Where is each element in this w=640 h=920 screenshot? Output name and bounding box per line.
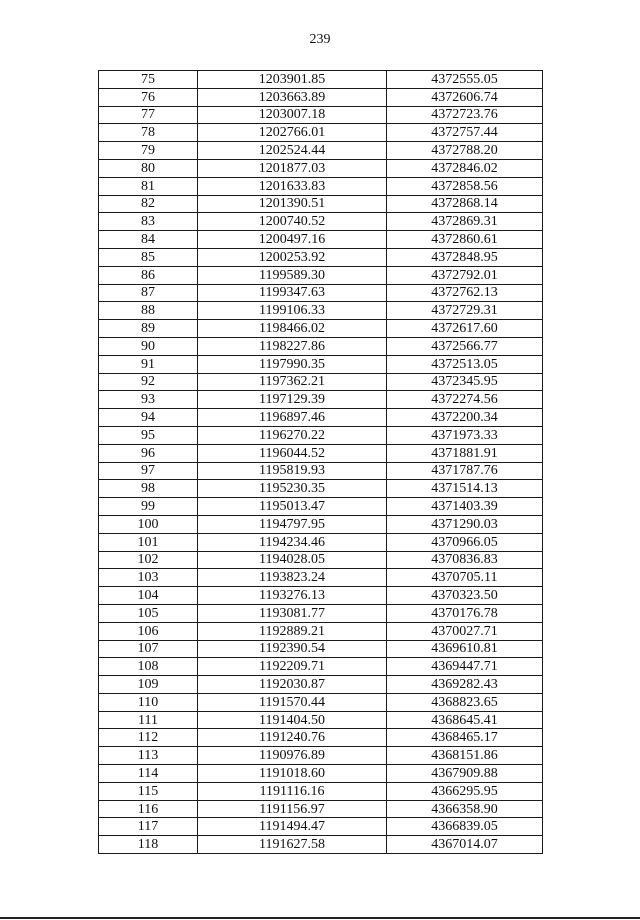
y-coordinate-cell: 4370323.50 bbox=[387, 587, 543, 605]
y-coordinate-cell: 4366358.90 bbox=[387, 800, 543, 818]
x-coordinate-cell: 1191627.58 bbox=[198, 836, 387, 854]
x-coordinate-cell: 1191494.47 bbox=[198, 818, 387, 836]
x-coordinate-cell: 1197129.39 bbox=[198, 391, 387, 409]
x-coordinate-cell: 1195013.47 bbox=[198, 498, 387, 516]
x-coordinate-cell: 1192889.21 bbox=[198, 622, 387, 640]
point-number-cell: 84 bbox=[99, 231, 198, 249]
x-coordinate-cell: 1191018.60 bbox=[198, 765, 387, 783]
point-number-cell: 94 bbox=[99, 409, 198, 427]
y-coordinate-cell: 4372555.05 bbox=[387, 71, 543, 89]
y-coordinate-cell: 4370027.71 bbox=[387, 622, 543, 640]
y-coordinate-cell: 4366295.95 bbox=[387, 782, 543, 800]
point-number-cell: 113 bbox=[99, 747, 198, 765]
point-number-cell: 106 bbox=[99, 622, 198, 640]
coordinates-table-body bbox=[99, 71, 543, 854]
y-coordinate-cell: 4372762.13 bbox=[387, 284, 543, 302]
y-coordinate-cell: 4372868.14 bbox=[387, 195, 543, 213]
table-row bbox=[99, 640, 543, 658]
table-row bbox=[99, 302, 543, 320]
y-coordinate-cell: 4371290.03 bbox=[387, 515, 543, 533]
x-coordinate-cell: 1190976.89 bbox=[198, 747, 387, 765]
point-number-cell: 109 bbox=[99, 676, 198, 694]
y-coordinate-cell: 4372848.95 bbox=[387, 248, 543, 266]
y-coordinate-cell: 4372513.05 bbox=[387, 355, 543, 373]
point-number-cell: 116 bbox=[99, 800, 198, 818]
point-number-cell: 96 bbox=[99, 444, 198, 462]
y-coordinate-cell: 4370705.11 bbox=[387, 569, 543, 587]
point-number-cell: 115 bbox=[99, 782, 198, 800]
x-coordinate-cell: 1199589.30 bbox=[198, 266, 387, 284]
table-row bbox=[99, 266, 543, 284]
table-row bbox=[99, 693, 543, 711]
table-row bbox=[99, 409, 543, 427]
table-row bbox=[99, 88, 543, 106]
y-coordinate-cell: 4372345.95 bbox=[387, 373, 543, 391]
table-row bbox=[99, 533, 543, 551]
y-coordinate-cell: 4372274.56 bbox=[387, 391, 543, 409]
x-coordinate-cell: 1198466.02 bbox=[198, 320, 387, 338]
table-row bbox=[99, 231, 543, 249]
point-number-cell: 117 bbox=[99, 818, 198, 836]
table-row bbox=[99, 320, 543, 338]
point-number-cell: 101 bbox=[99, 533, 198, 551]
x-coordinate-cell: 1192390.54 bbox=[198, 640, 387, 658]
table-row bbox=[99, 391, 543, 409]
point-number-cell: 110 bbox=[99, 693, 198, 711]
x-coordinate-cell: 1201633.83 bbox=[198, 177, 387, 195]
point-number-cell: 86 bbox=[99, 266, 198, 284]
x-coordinate-cell: 1200740.52 bbox=[198, 213, 387, 231]
point-number-cell: 104 bbox=[99, 587, 198, 605]
y-coordinate-cell: 4372788.20 bbox=[387, 142, 543, 160]
y-coordinate-cell: 4369447.71 bbox=[387, 658, 543, 676]
point-number-cell: 100 bbox=[99, 515, 198, 533]
y-coordinate-cell: 4372757.44 bbox=[387, 124, 543, 142]
point-number-cell: 79 bbox=[99, 142, 198, 160]
x-coordinate-cell: 1196044.52 bbox=[198, 444, 387, 462]
x-coordinate-cell: 1203007.18 bbox=[198, 106, 387, 124]
x-coordinate-cell: 1195819.93 bbox=[198, 462, 387, 480]
x-coordinate-cell: 1194028.05 bbox=[198, 551, 387, 569]
point-number-cell: 81 bbox=[99, 177, 198, 195]
y-coordinate-cell: 4370836.83 bbox=[387, 551, 543, 569]
point-number-cell: 97 bbox=[99, 462, 198, 480]
x-coordinate-cell: 1192209.71 bbox=[198, 658, 387, 676]
x-coordinate-cell: 1196897.46 bbox=[198, 409, 387, 427]
point-number-cell: 111 bbox=[99, 711, 198, 729]
point-number-cell: 103 bbox=[99, 569, 198, 587]
x-coordinate-cell: 1191240.76 bbox=[198, 729, 387, 747]
table-row bbox=[99, 676, 543, 694]
x-coordinate-cell: 1197990.35 bbox=[198, 355, 387, 373]
y-coordinate-cell: 4372860.61 bbox=[387, 231, 543, 249]
x-coordinate-cell: 1200497.16 bbox=[198, 231, 387, 249]
point-number-cell: 78 bbox=[99, 124, 198, 142]
point-number-cell: 114 bbox=[99, 765, 198, 783]
point-number-cell: 105 bbox=[99, 604, 198, 622]
table-row bbox=[99, 195, 543, 213]
y-coordinate-cell: 4371514.13 bbox=[387, 480, 543, 498]
x-coordinate-cell: 1201877.03 bbox=[198, 159, 387, 177]
table-row bbox=[99, 711, 543, 729]
page-number: 239 bbox=[309, 32, 331, 47]
y-coordinate-cell: 4372566.77 bbox=[387, 337, 543, 355]
y-coordinate-cell: 4371787.76 bbox=[387, 462, 543, 480]
table-row bbox=[99, 337, 543, 355]
table-row bbox=[99, 836, 543, 854]
point-number-cell: 83 bbox=[99, 213, 198, 231]
table-row bbox=[99, 800, 543, 818]
table-row bbox=[99, 818, 543, 836]
coordinates-table bbox=[98, 70, 543, 854]
y-coordinate-cell: 4372792.01 bbox=[387, 266, 543, 284]
point-number-cell: 77 bbox=[99, 106, 198, 124]
x-coordinate-cell: 1196270.22 bbox=[198, 426, 387, 444]
point-number-cell: 107 bbox=[99, 640, 198, 658]
x-coordinate-cell: 1201390.51 bbox=[198, 195, 387, 213]
y-coordinate-cell: 4369610.81 bbox=[387, 640, 543, 658]
table-row bbox=[99, 426, 543, 444]
x-coordinate-cell: 1198227.86 bbox=[198, 337, 387, 355]
y-coordinate-cell: 4372723.76 bbox=[387, 106, 543, 124]
table-row bbox=[99, 604, 543, 622]
point-number-cell: 75 bbox=[99, 71, 198, 89]
table-row bbox=[99, 782, 543, 800]
table-row bbox=[99, 622, 543, 640]
x-coordinate-cell: 1199106.33 bbox=[198, 302, 387, 320]
table-row bbox=[99, 515, 543, 533]
point-number-cell: 102 bbox=[99, 551, 198, 569]
table-row bbox=[99, 569, 543, 587]
x-coordinate-cell: 1197362.21 bbox=[198, 373, 387, 391]
y-coordinate-cell: 4368151.86 bbox=[387, 747, 543, 765]
point-number-cell: 112 bbox=[99, 729, 198, 747]
x-coordinate-cell: 1193823.24 bbox=[198, 569, 387, 587]
point-number-cell: 90 bbox=[99, 337, 198, 355]
x-coordinate-cell: 1192030.87 bbox=[198, 676, 387, 694]
point-number-cell: 88 bbox=[99, 302, 198, 320]
y-coordinate-cell: 4370966.05 bbox=[387, 533, 543, 551]
y-coordinate-cell: 4372846.02 bbox=[387, 159, 543, 177]
point-number-cell: 93 bbox=[99, 391, 198, 409]
point-number-cell: 118 bbox=[99, 836, 198, 854]
table-row bbox=[99, 729, 543, 747]
point-number-cell: 99 bbox=[99, 498, 198, 516]
table-row bbox=[99, 551, 543, 569]
table-row bbox=[99, 124, 543, 142]
table-row bbox=[99, 248, 543, 266]
table-row bbox=[99, 71, 543, 89]
y-coordinate-cell: 4372729.31 bbox=[387, 302, 543, 320]
point-number-cell: 108 bbox=[99, 658, 198, 676]
table-row bbox=[99, 106, 543, 124]
table-row bbox=[99, 284, 543, 302]
y-coordinate-cell: 4371881.91 bbox=[387, 444, 543, 462]
x-coordinate-cell: 1202766.01 bbox=[198, 124, 387, 142]
table-row bbox=[99, 658, 543, 676]
y-coordinate-cell: 4367909.88 bbox=[387, 765, 543, 783]
x-coordinate-cell: 1194797.95 bbox=[198, 515, 387, 533]
point-number-cell: 82 bbox=[99, 195, 198, 213]
point-number-cell: 91 bbox=[99, 355, 198, 373]
y-coordinate-cell: 4372200.34 bbox=[387, 409, 543, 427]
point-number-cell: 92 bbox=[99, 373, 198, 391]
x-coordinate-cell: 1193081.77 bbox=[198, 604, 387, 622]
x-coordinate-cell: 1191404.50 bbox=[198, 711, 387, 729]
y-coordinate-cell: 4372858.56 bbox=[387, 177, 543, 195]
y-coordinate-cell: 4372617.60 bbox=[387, 320, 543, 338]
table-row bbox=[99, 373, 543, 391]
y-coordinate-cell: 4371973.33 bbox=[387, 426, 543, 444]
x-coordinate-cell: 1194234.46 bbox=[198, 533, 387, 551]
y-coordinate-cell: 4370176.78 bbox=[387, 604, 543, 622]
table-row bbox=[99, 747, 543, 765]
point-number-cell: 85 bbox=[99, 248, 198, 266]
x-coordinate-cell: 1203901.85 bbox=[198, 71, 387, 89]
y-coordinate-cell: 4366839.05 bbox=[387, 818, 543, 836]
x-coordinate-cell: 1191116.16 bbox=[198, 782, 387, 800]
x-coordinate-cell: 1193276.13 bbox=[198, 587, 387, 605]
y-coordinate-cell: 4372869.31 bbox=[387, 213, 543, 231]
y-coordinate-cell: 4369282.43 bbox=[387, 676, 543, 694]
table-row bbox=[99, 587, 543, 605]
x-coordinate-cell: 1203663.89 bbox=[198, 88, 387, 106]
table-row bbox=[99, 177, 543, 195]
table-row bbox=[99, 355, 543, 373]
y-coordinate-cell: 4368823.65 bbox=[387, 693, 543, 711]
point-number-cell: 76 bbox=[99, 88, 198, 106]
y-coordinate-cell: 4371403.39 bbox=[387, 498, 543, 516]
x-coordinate-cell: 1202524.44 bbox=[198, 142, 387, 160]
table-row bbox=[99, 159, 543, 177]
point-number-cell: 80 bbox=[99, 159, 198, 177]
page-bottom-edge bbox=[0, 917, 640, 919]
x-coordinate-cell: 1200253.92 bbox=[198, 248, 387, 266]
table-row bbox=[99, 765, 543, 783]
table-row bbox=[99, 444, 543, 462]
y-coordinate-cell: 4368465.17 bbox=[387, 729, 543, 747]
table-row bbox=[99, 480, 543, 498]
x-coordinate-cell: 1191156.97 bbox=[198, 800, 387, 818]
point-number-cell: 87 bbox=[99, 284, 198, 302]
point-number-cell: 98 bbox=[99, 480, 198, 498]
point-number-cell: 89 bbox=[99, 320, 198, 338]
table-row bbox=[99, 498, 543, 516]
x-coordinate-cell: 1199347.63 bbox=[198, 284, 387, 302]
point-number-cell: 95 bbox=[99, 426, 198, 444]
y-coordinate-cell: 4367014.07 bbox=[387, 836, 543, 854]
table-row bbox=[99, 213, 543, 231]
table-row bbox=[99, 462, 543, 480]
y-coordinate-cell: 4372606.74 bbox=[387, 88, 543, 106]
table-row bbox=[99, 142, 543, 160]
x-coordinate-cell: 1195230.35 bbox=[198, 480, 387, 498]
y-coordinate-cell: 4368645.41 bbox=[387, 711, 543, 729]
x-coordinate-cell: 1191570.44 bbox=[198, 693, 387, 711]
